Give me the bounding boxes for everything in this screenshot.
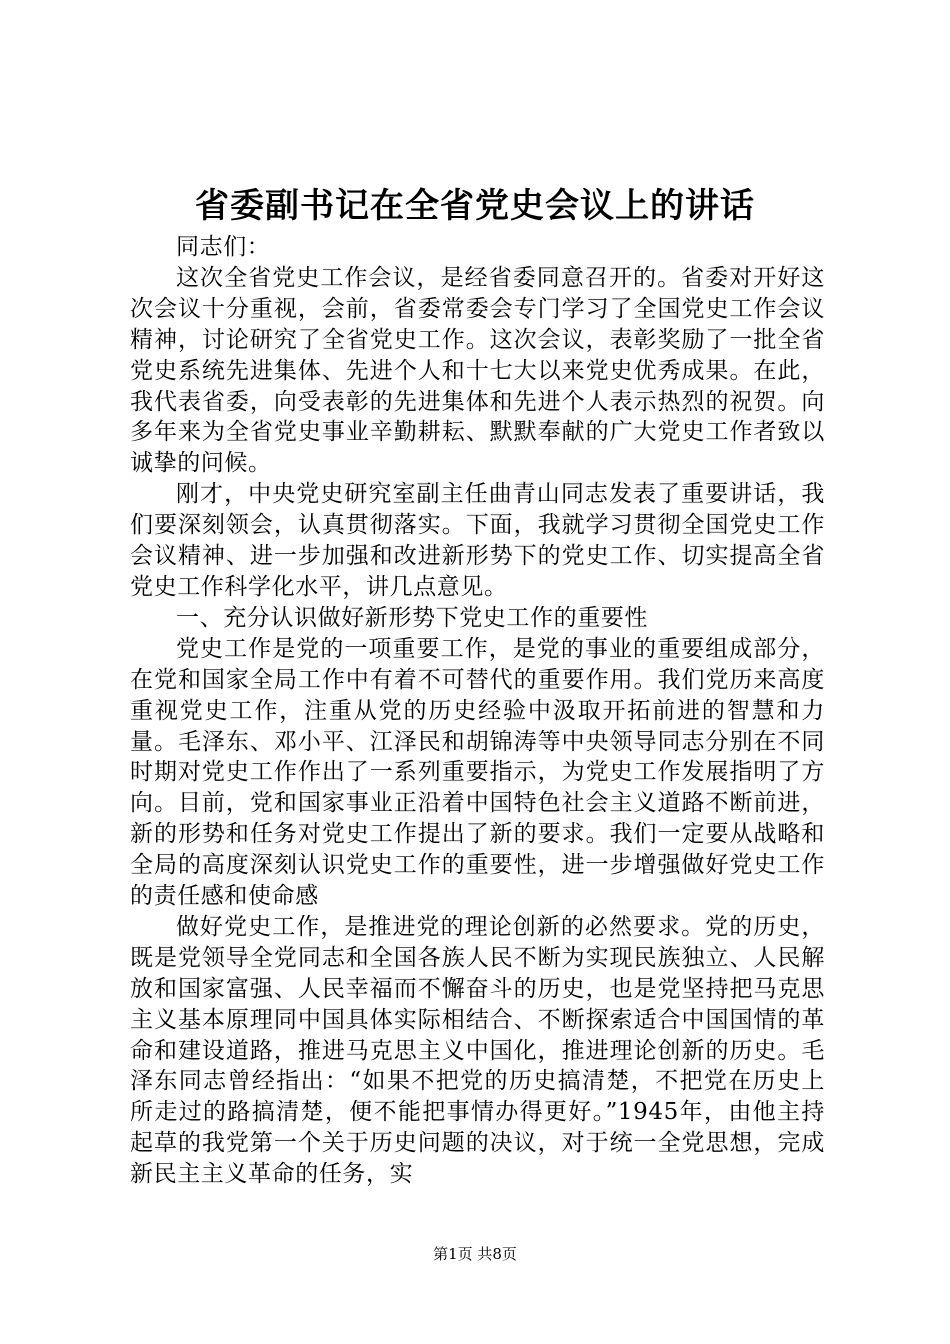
page-number-footer: 第1页 共8页 xyxy=(433,1245,517,1263)
section-heading: 一、充分认识做好新形势下党史工作的重要性 xyxy=(176,604,648,631)
body-paragraph: 刚才，中央党史研究室副主任曲青山同志发表了重要讲话，我们要深刻领会，认真贯彻落实。下面，我就学习贯彻全国党史工作会议精神、进一步加强和改进新形势下的党史工作、切实提高全省党史工作科学化水平，讲几点意见。 xyxy=(130,481,825,600)
body-paragraph: 党史工作是党的一项重要工作，是党的事业的重要组成部分，在党和国家全局工作中有着不可替代的重要作用。我们党历来高度重视党史工作，注重从党的历史经验中汲取开拓前进的智慧和力量。毛泽东、邓小平、江泽民和胡锦涛等中央领导同志分别在不同时期对党史工作作出了一系列重要指示，为党史工作发展指明了方向。目前，党和国家事业正沿着中国特色社会主义道路不断前进，新的形势和任务对党史工作提出了新的要求。我们一定要从战略和全局的高度深刻认识党史工作的重要性，进一步增强做好党史工作的责任感和使命感 xyxy=(130,635,825,910)
document-body xyxy=(130,232,825,1190)
document-title: 省委副书记在全省党史会议上的讲话 xyxy=(195,186,755,226)
body-paragraph: 这次全省党史工作会议，是经省委同意召开的。省委对开好这次会议十分重视，会前，省委常委会专门学习了全国党史工作会议精神，讨论研究了全省党史工作。这次会议，表彰奖励了一批全省党史系统先进集体、先进个人和十七大以来党史优秀成果。在此，我代表省委，向受表彰的先进集体和先进个人表示热烈的祝贺。向多年来为全省党史事业辛勤耕耘、默默奉献的广大党史工作者致以诚挚的问候。 xyxy=(130,264,825,477)
body-paragraph: 做好党史工作，是推进党的理论创新的必然要求。党的历史，既是党领导全党同志和全国各族人民不断为实现民族独立、人民解放和国家富强、人民幸福而不懈奋斗的历史，也是党坚持把马克思主义基本原理同中国具体实际相结合、不断探索适合中国国情的革命和建设道路，推进马克思主义中国化，推进理论创新的历史。毛泽东同志曾经指出：“如果不把党的历史搞清楚，不把党在历史上所走过的路搞清楚，便不能把事情办得更好。”1945年，由他主持起草的我党第一个关于历史问题的决议，对于统一全党思想，完成新民主主义革命的任务，实 xyxy=(130,913,825,1188)
salutation-paragraph: 同志们： xyxy=(176,234,271,260)
